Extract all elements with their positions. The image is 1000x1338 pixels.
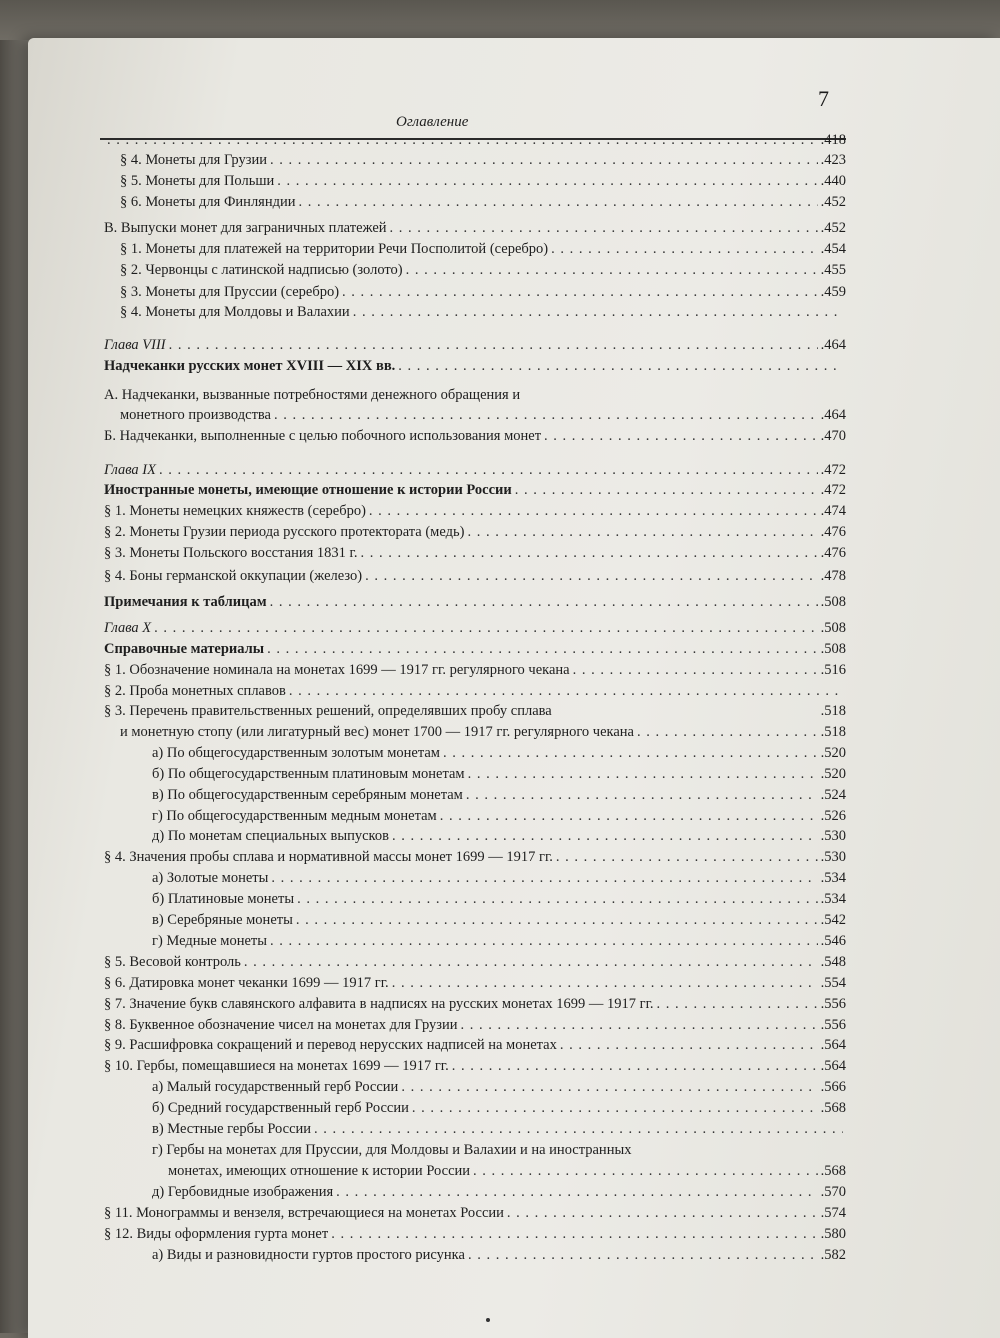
- toc-leader-dots: [331, 1224, 817, 1244]
- toc-page-number: .516: [820, 662, 846, 678]
- toc-leader-dots: [296, 910, 818, 930]
- toc-entry-title: в) Серебряные монеты: [152, 912, 293, 928]
- toc-entry-title: Примечания к таблицам: [104, 594, 267, 610]
- toc-leader-dots: [353, 302, 843, 322]
- toc-chapter: [104, 335, 846, 355]
- toc-leader-dots: [573, 660, 818, 680]
- toc-leader-dots: [507, 1203, 818, 1223]
- toc-entry-title: § 1. Обозначение номинала на монетах 1699 — 1917 гг. регулярного чекана: [104, 662, 570, 678]
- toc-entry-title: г) Гербы на монетах для Пруссии, для Молдовы и Валахии и на иностранных: [152, 1142, 632, 1158]
- toc-leader-dots: [544, 426, 818, 446]
- toc-entry: [104, 1015, 846, 1035]
- toc-entry: [104, 806, 846, 826]
- toc-entry-title: монетного производства: [120, 407, 271, 423]
- toc-entry-title: Глава IX: [104, 462, 156, 478]
- toc-entry: [104, 1203, 846, 1223]
- toc-entry: [104, 994, 846, 1014]
- toc-page-number: .470: [820, 428, 846, 444]
- toc-entry-title: § 7. Значение букв славянского алфавита в надписях на русских монетах 1699 — 1917 гг.: [104, 996, 654, 1012]
- toc-entry: [104, 931, 846, 951]
- toc-page-number: .518: [820, 724, 846, 740]
- toc-entry: [104, 218, 846, 238]
- toc-entry-title: § 4. Монеты для Грузии: [120, 152, 267, 168]
- toc-entry-title: § 11. Монограммы и вензеля, встречающиеся на монетах России: [104, 1205, 504, 1221]
- toc-leader-dots: [390, 218, 818, 238]
- toc-leader-dots: [551, 239, 818, 259]
- toc-entry: [104, 385, 846, 405]
- toc-leader-dots: [360, 543, 817, 563]
- toc-entry: [104, 480, 846, 500]
- toc-entry-title: Справочные материалы: [104, 641, 265, 657]
- toc-leader-dots: [406, 260, 818, 280]
- toc-entry-title: § 2. Проба монетных сплавов: [104, 683, 286, 699]
- toc-leader-dots: [271, 868, 817, 888]
- toc-page-number: .566: [820, 1079, 846, 1095]
- toc-entry: [104, 302, 846, 322]
- toc-entry: [104, 282, 846, 302]
- toc-entry-title: § 3. Перечень правительственных решений, определявших пробу сплава: [104, 703, 552, 719]
- toc-entry-title: г) Медные монеты: [152, 933, 267, 949]
- toc-leader-dots: [515, 480, 818, 500]
- toc-page-number: .452: [820, 194, 846, 210]
- toc-leader-dots: [342, 282, 818, 302]
- toc-entry: [104, 1119, 846, 1139]
- toc-entry: [104, 701, 846, 721]
- toc-page-number: .530: [820, 849, 846, 865]
- toc-entry: [104, 1035, 846, 1055]
- toc-entry-title: б) Средний государственный герб России: [152, 1100, 409, 1116]
- toc-entry-title: § 9. Расшифровка сокращений и перевод нерусских надписей на монетах: [104, 1037, 557, 1053]
- toc-entry: [104, 543, 846, 563]
- toc-leader-dots: [468, 1245, 818, 1265]
- toc-leader-dots: [244, 952, 818, 972]
- toc-entry: [104, 501, 846, 521]
- toc-entry-title: А. Надчеканки, вызванные потребностями денежного обращения и: [104, 387, 521, 403]
- toc-entry-title: § 4. Значения пробы сплава и нормативной массы монет 1699 — 1917 гг.: [104, 849, 553, 865]
- toc-page-number: .520: [820, 766, 846, 782]
- toc-entry-title: и монетную стопу (или лигатурный вес) монет 1700 — 1917 гг. регулярного чекана: [120, 724, 634, 740]
- toc-leader-dots: [267, 639, 818, 659]
- page-mark: [486, 1318, 490, 1322]
- toc-entry-title: г) По общегосударственным медным монетам: [152, 808, 437, 824]
- toc-leader-dots: [154, 618, 817, 638]
- toc-page-number: .534: [820, 891, 846, 907]
- toc-leader-dots: [412, 1098, 818, 1118]
- toc-page-number: .542: [820, 912, 846, 928]
- toc-page-number: .472: [820, 482, 846, 498]
- toc-entry-title: б) По общегосударственным платиновым монетам: [152, 766, 465, 782]
- toc-entry: [104, 826, 846, 846]
- toc-entry: [104, 973, 846, 993]
- toc-page-number: .455: [820, 262, 846, 278]
- toc-page-number: .459: [820, 284, 846, 300]
- toc-leader-dots: [299, 192, 818, 212]
- toc-chapter: [104, 460, 846, 480]
- toc-leader-dots: [466, 785, 818, 805]
- toc-page-number: .418: [820, 132, 846, 148]
- toc-entry: [104, 426, 846, 446]
- toc-page-number: .548: [820, 954, 846, 970]
- toc-entry-title: в) По общегосударственным серебряным монетам: [152, 787, 463, 803]
- toc-entry: [104, 785, 846, 805]
- toc-leader-dots: [401, 1077, 817, 1097]
- toc-entry: [104, 171, 846, 191]
- toc-page-number: .530: [820, 828, 846, 844]
- toc-entry: [104, 910, 846, 930]
- toc-leader-dots: [369, 501, 818, 521]
- toc-entry: [104, 764, 846, 784]
- toc-leader-dots: [277, 171, 817, 191]
- toc-entry: [104, 1161, 846, 1181]
- toc-entry-title: § 3. Монеты для Пруссии (серебро): [120, 284, 340, 300]
- toc-page-number: .454: [820, 241, 846, 257]
- toc-leader-dots: [467, 522, 817, 542]
- toc-entry: [104, 660, 846, 680]
- toc-entry: [104, 130, 846, 150]
- toc-leader-dots: [452, 1056, 818, 1076]
- toc-chapter: [104, 618, 846, 638]
- toc-leader-dots: [468, 764, 818, 784]
- toc-entry: [104, 1056, 846, 1076]
- toc-entry: [104, 192, 846, 212]
- toc-entry-title: Надчеканки русских монет XVIII — XIX вв.: [104, 358, 396, 374]
- toc-entry: [104, 1182, 846, 1202]
- toc-entry: [104, 356, 846, 376]
- toc-leader-dots: [461, 1015, 818, 1035]
- toc-entry-title: Иностранные монеты, имеющие отношение к истории России: [104, 482, 512, 498]
- toc-entry-title: Глава VIII: [104, 337, 166, 353]
- toc-entry: [104, 1140, 846, 1160]
- toc-page-number: .423: [820, 152, 846, 168]
- toc-entry: [104, 681, 846, 701]
- toc-entry: [104, 405, 846, 425]
- toc-entry: [104, 743, 846, 763]
- toc-page-number: .464: [820, 407, 846, 423]
- toc-leader-dots: [398, 356, 843, 376]
- toc-leader-dots: [560, 1035, 818, 1055]
- toc-leader-dots: [297, 889, 818, 909]
- toc-entry-title: § 5. Весовой контроль: [104, 954, 241, 970]
- toc-leader-dots: [473, 1161, 818, 1181]
- toc-entry-title: § 6. Датировка монет чеканки 1699 — 1917 гг.: [104, 975, 389, 991]
- toc-entry: [104, 1098, 846, 1118]
- toc-page-number: .556: [820, 1017, 846, 1033]
- toc-page-number: .452: [820, 220, 846, 236]
- toc-leader-dots: [556, 847, 818, 867]
- toc-leader-dots: [657, 994, 818, 1014]
- toc-entry-title: Б. Надчеканки, выполненные с целью побочного использования монет: [104, 428, 542, 444]
- toc-page-number: .582: [820, 1247, 846, 1263]
- toc-page-number: .568: [820, 1100, 846, 1116]
- toc-page-number: .518: [820, 703, 846, 719]
- toc-entry-title: а) Малый государственный герб России: [152, 1079, 399, 1095]
- toc-entry-title: § 12. Виды оформления гурта монет: [104, 1226, 329, 1242]
- toc-page-number: .440: [820, 173, 846, 189]
- toc-page-number: .476: [820, 545, 846, 561]
- toc-entry-title: § 1. Монеты немецких княжеств (серебро): [104, 503, 366, 519]
- toc-page-number: .520: [820, 745, 846, 761]
- toc-leader-dots: [440, 806, 818, 826]
- toc-page-number: .508: [820, 641, 846, 657]
- page-number: 7: [818, 86, 829, 111]
- toc-entry-title: Глава X: [104, 620, 152, 636]
- toc-entry: [104, 722, 846, 742]
- toc-page-number: .568: [820, 1163, 846, 1179]
- toc-leader-dots: [270, 592, 818, 612]
- toc-entry-title: § 10. Гербы, помещавшиеся на монетах 1699 — 1917 гг.: [104, 1058, 449, 1074]
- toc-entry: [104, 239, 846, 259]
- toc-page-number: .472: [820, 462, 846, 478]
- toc-page-number: .580: [820, 1226, 846, 1242]
- toc-page-number: .546: [820, 933, 846, 949]
- toc-entry-title: а) Виды и разновидности гуртов простого рисунка: [152, 1247, 465, 1263]
- toc-page-number: .508: [820, 620, 846, 636]
- toc-page-number: .556: [820, 996, 846, 1012]
- toc-entry: [104, 639, 846, 659]
- toc-page-number: .526: [820, 808, 846, 824]
- toc-leader-dots: [443, 743, 818, 763]
- toc-entry: [104, 889, 846, 909]
- toc-page-number: .570: [820, 1184, 846, 1200]
- toc-entry: [104, 1224, 846, 1244]
- toc-entry-title: § 4. Монеты для Молдовы и Валахии: [120, 304, 350, 320]
- toc-entry: [104, 150, 846, 170]
- toc-entry: [104, 522, 846, 542]
- toc-leader-dots: [289, 681, 843, 701]
- toc-entry: [104, 952, 846, 972]
- toc-entry-title: а) Золотые монеты: [152, 870, 269, 886]
- toc-entry: [104, 566, 846, 586]
- toc-leader-dots: [637, 722, 818, 742]
- toc-entry: [104, 592, 846, 612]
- toc-leader-dots: [392, 826, 818, 846]
- toc-entry: [104, 1245, 846, 1265]
- toc-entry-title: б) Платиновые монеты: [152, 891, 295, 907]
- toc-page-number: .574: [820, 1205, 846, 1221]
- toc-entry-title: В. Выпуски монет для заграничных платежей: [104, 220, 387, 236]
- toc-page-number: .564: [820, 1037, 846, 1053]
- toc-leader-dots: [365, 566, 818, 586]
- toc-entry: [104, 868, 846, 888]
- toc-entry-title: д) Гербовидные изображения: [152, 1184, 334, 1200]
- toc-entry: [104, 260, 846, 280]
- toc-page-number: .564: [820, 1058, 846, 1074]
- toc-leader-dots: [392, 973, 818, 993]
- toc-entry: [104, 847, 846, 867]
- toc-page-number: .464: [820, 337, 846, 353]
- running-head: Оглавление: [396, 114, 469, 130]
- toc-entry-title: § 2. Червонцы с латинской надписью (золото): [120, 262, 403, 278]
- toc-page-number: .476: [820, 524, 846, 540]
- toc-entry-title: § 1. Монеты для платежей на территории Речи Посполитой (серебро): [120, 241, 549, 257]
- toc-entry-title: § 4. Боны германской оккупации (железо): [104, 568, 363, 584]
- toc-page-number: .524: [820, 787, 846, 803]
- toc-entry: [104, 1077, 846, 1097]
- toc-leader-dots: [159, 460, 818, 480]
- toc-entry-title: § 2. Монеты Грузии периода русского протектората (медь): [104, 524, 465, 540]
- toc-leader-dots: [336, 1182, 817, 1202]
- toc-page-number: .534: [820, 870, 846, 886]
- toc-leader-dots: [169, 335, 818, 355]
- toc-entry-title: монетах, имеющих отношение к истории России: [168, 1163, 471, 1179]
- toc-entry-title: § 5. Монеты для Польши: [120, 173, 275, 189]
- toc-leader-dots: [314, 1119, 843, 1139]
- toc-entry-title: а) По общегосударственным золотым монетам: [152, 745, 440, 761]
- toc-page-number: .478: [820, 568, 846, 584]
- toc-entry-title: § 6. Монеты для Финляндии: [120, 194, 296, 210]
- toc-leader-dots: [270, 931, 818, 951]
- toc-leader-dots: [107, 130, 818, 150]
- toc-leader-dots: [274, 405, 818, 425]
- toc-page-number: .508: [820, 594, 846, 610]
- toc-leader-dots: [270, 150, 818, 170]
- toc-entry-title: § 3. Монеты Польского восстания 1831 г.: [104, 545, 358, 561]
- toc-page-number: .474: [820, 503, 846, 519]
- toc-entry-title: д) По монетам специальных выпусков: [152, 828, 389, 844]
- toc-page-number: .554: [820, 975, 846, 991]
- toc-entry-title: § 8. Буквенное обозначение чисел на монетах для Грузии: [104, 1017, 458, 1033]
- toc-entry-title: в) Местные гербы России: [152, 1121, 312, 1137]
